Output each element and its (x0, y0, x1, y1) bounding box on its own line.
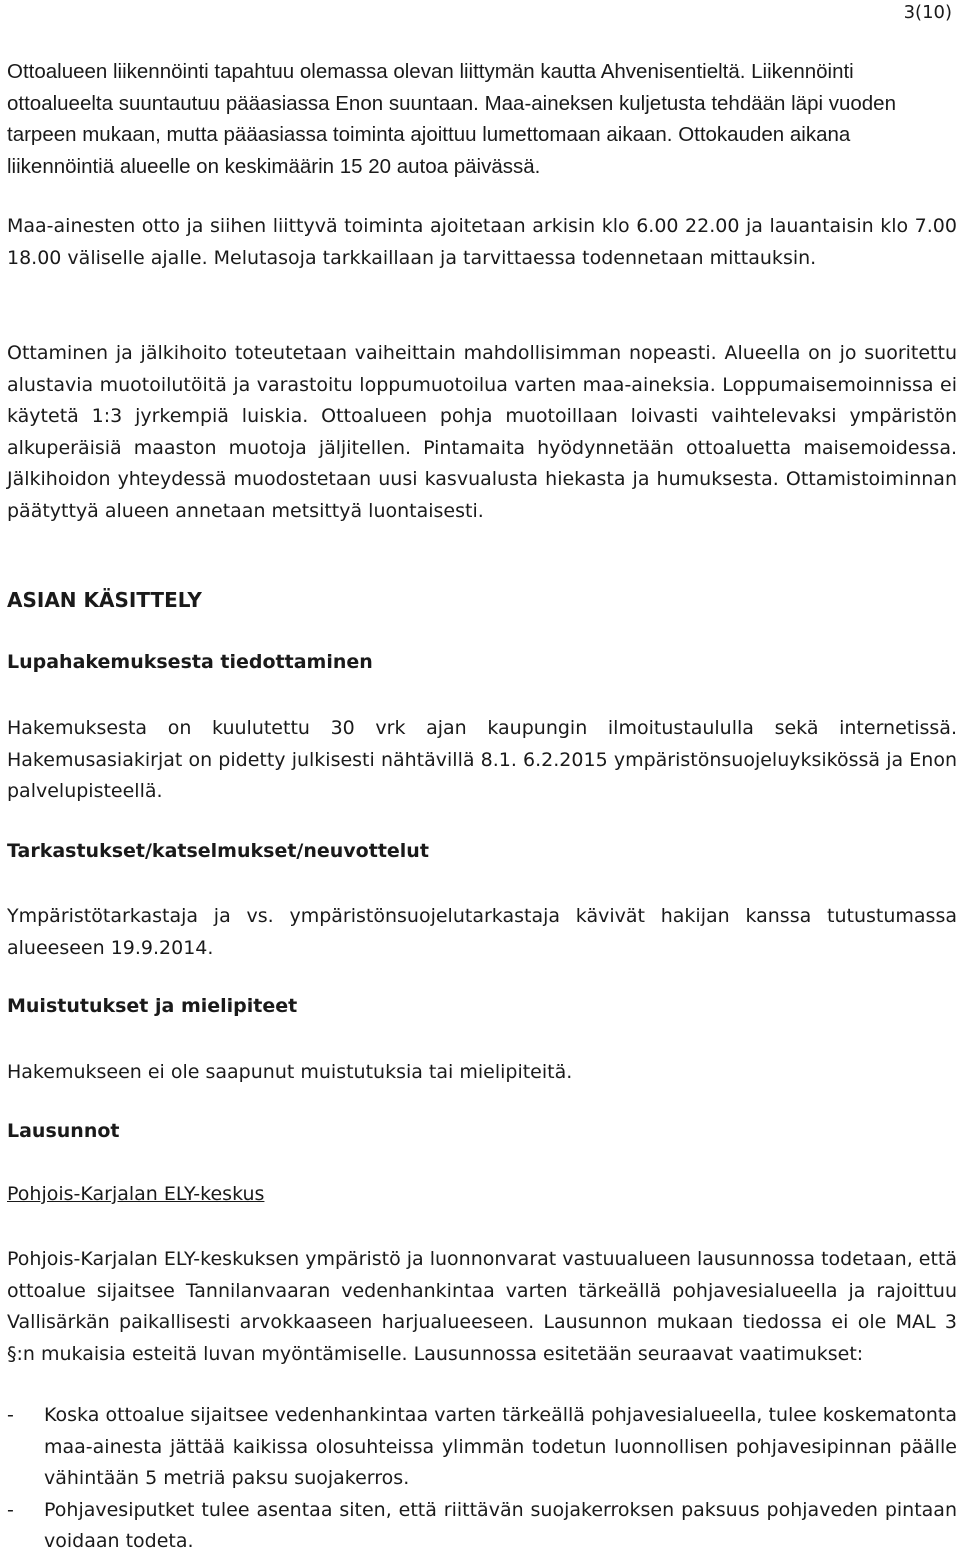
heading-lausunnot: Lausunnot (7, 1120, 120, 1142)
paragraph-operating-hours: Maa-ainesten otto ja siihen liittyvä toiminta ajoitetaan arkisin klo 6.00 22.00 ja lauantaisin klo 7.00 18.00 väliselle ajalle. Melutasoja tarkkaillaan ja tarvittaessa todennetaan mittauksin. (7, 215, 957, 269)
heading-tarkastukset: Tarkastukset/katselmukset/neuvottelut (7, 840, 429, 862)
paragraph-ely-statement: Pohjois-Karjalan ELY-keskuksen ympäristö ja luonnonvarat vastuualueen lausunnossa todetaan, että ottoalue sijaitsee Tannilanvaaran vedenhankintaa varten tärkeällä pohjavesialueella ja rajoittuu Vallisärkän paikallisesti arvokkaaseen harjualueeseen. Lausunnon mukaan tiedossa ei ole MAL 3 §:n mukaisia esteitä luvan myöntämiselle. Lausunnossa esitetään seuraavat vaatimukset: (7, 1248, 958, 1365)
paragraph-aftercare: Ottaminen ja jälkihoito toteutetaan vaiheittain mahdollisimman nopeasti. Alueella on jo suoritettu alustavia muotoilutöitä ja varastoitu loppumuotoilua varten maa-aineksia. Loppumaisemoinnissa ei käytetä 1:3 jyrkempiä luiskia. Ottoalueen pohja muotoillaan loivasti vaihtelevaksi ympäristön alkuperäisiä maaston muotoja jäljitellen. Pintamaita hyödynnetään ottoaluetta maisemoidessa. Jälkihoidon yhteydessä muodostetaan uusi kasvualusta hiekasta ja humuksesta. Ottamistoiminnan päätyttyä alueen annetaan metsittyä luontaisesti. (7, 342, 957, 522)
list-item-text: Pohjavesiputket tulee asentaa siten, että riittävän suojakerroksen paksuus pohjaveden pintaan voidaan todeta. (44, 1498, 957, 1552)
paragraph-announcement: Hakemuksesta on kuulutettu 30 vrk ajan kaupungin ilmoitustaululla sekä internetissä. Hakemusasiakirjat on pidetty julkisesti nähtävillä 8.1. 6.2.2015 ympäristönsuojeluyksikössä ja Enon palvelupisteellä. (7, 717, 957, 802)
list-item-text: Koska ottoalue sijaitsee vedenhankintaa varten tärkeällä pohjavesialueella, tulee koskematonta maa-ainesta jättää kaikissa olosuhteissa ylimmän todetun luonnollisen pohjavesipinnan päälle vähintään 5 metriä paksu suojakerros. (44, 1404, 957, 1489)
bullet-dash: - (7, 1404, 14, 1426)
heading-muistutukset: Muistutukset ja mielipiteet (7, 995, 298, 1017)
bullet-dash: - (7, 1498, 14, 1521)
page-number: 3(10) (903, 2, 952, 23)
paragraph-inspection: Ympäristötarkastaja ja vs. ympäristönsuojelutarkastaja kävivät hakijan kanssa tutustumassa alueeseen 19.9.2014. (7, 905, 957, 959)
list-item (7, 1400, 957, 1495)
paragraph-no-objections: Hakemukseen ei ole saapunut muistutuksia tai mielipiteitä. (7, 1061, 573, 1083)
paragraph-traffic: Ottoalueen liikennöinti tapahtuu olemassa olevan liittymän kautta Ahvenisentieltä. Liikennöinti ottoalueelta suuntautuu pääasiassa Enon suuntaan. Maa-aineksen kuljetusta tehdään läpi vuoden tarpeen mukaan, mutta pääasiassa toiminta ajoittuu lumettomaan aikaan. Ottokauden aikana liikennöintiä alueelle on keskimäärin 15 20 autoa päivässä. (7, 60, 896, 178)
requirements-list (7, 1400, 957, 1558)
list-item (7, 1495, 957, 1558)
heading-lupahakemus: Lupahakemuksesta tiedottaminen (7, 651, 373, 673)
subheading-ely-keskus: Pohjois-Karjalan ELY-keskus (7, 1183, 265, 1205)
heading-asian-kasittely: ASIAN KÄSITTELY (7, 588, 202, 612)
